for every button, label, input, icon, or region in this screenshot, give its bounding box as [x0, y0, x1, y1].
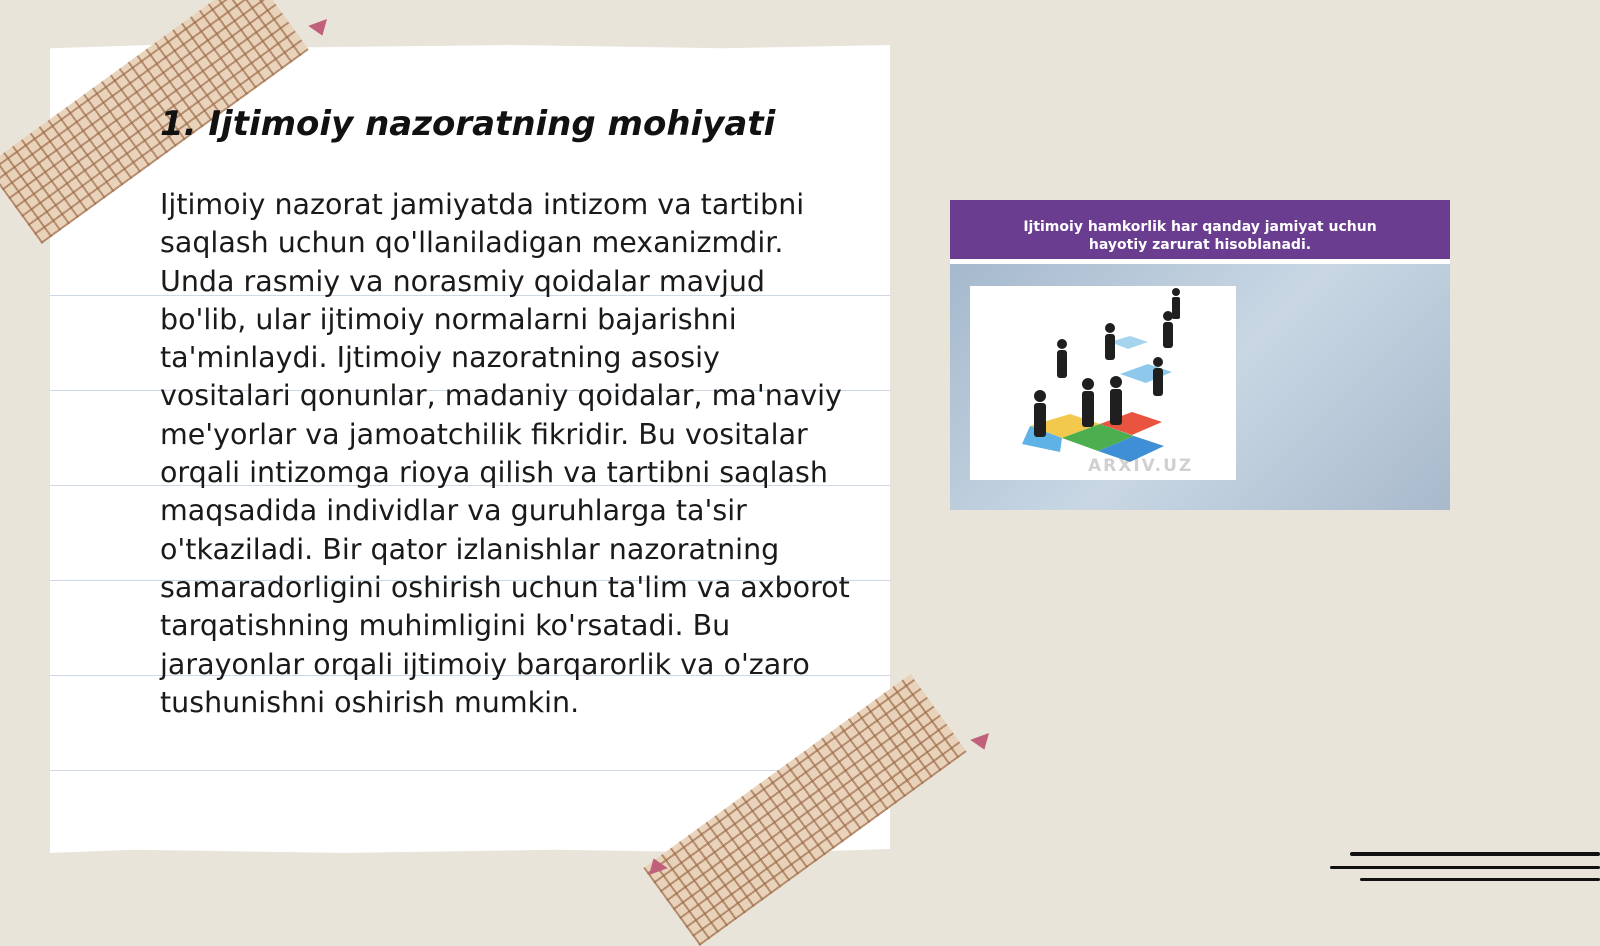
- banner-line: Ijtimoiy hamkorlik har qanday jamiyat uchun: [1023, 219, 1377, 235]
- illustration-image: [950, 200, 1450, 510]
- decorative-stroke: [1360, 878, 1600, 881]
- image-banner: [950, 200, 1450, 264]
- image-watermark: ARXIV.UZ: [1088, 456, 1194, 476]
- pin-icon: [970, 733, 994, 753]
- decorative-stroke: [1350, 852, 1600, 856]
- pin-icon: [308, 19, 332, 39]
- decorative-stroke: [1330, 866, 1600, 869]
- business-people-puzzle-icon: [970, 286, 1236, 480]
- paper-rule: [50, 770, 890, 771]
- slide-body-text: Ijtimoiy nazorat jamiyatda intizom va tartibni saqlash uchun qo'llaniladigan mexanizmdir. Unda rasmiy va norasmiy qoidalar mavjud bo'lib, ular ijtimoiy normalarni bajarishni ta'minlaydi. Ijtimoiy nazoratning asosiy vositalari qonunlar, madaniy qoidalar, ma'naviy me'yorlar va jamoatchilik fikridir. Bu vositalar orqali intizomga rioya qilish va tartibni saqlash maqsadida individlar va guruhlarga ta'sir o'tkaziladi. Bir qator izlanishlar nazoratning samaradorligini oshirish uchun ta'lim va axborot tarqatishning muhimligini ko'rsatadi. Bu jarayonlar orqali ijtimoiy barqarorlik va o'zaro tushunishni oshirish mumkin.: [160, 188, 850, 719]
- banner-line: hayotiy zarurat hisoblanadi.: [1088, 237, 1312, 253]
- slide-title: 1. Ijtimoiy nazoratning mohiyati: [160, 104, 776, 144]
